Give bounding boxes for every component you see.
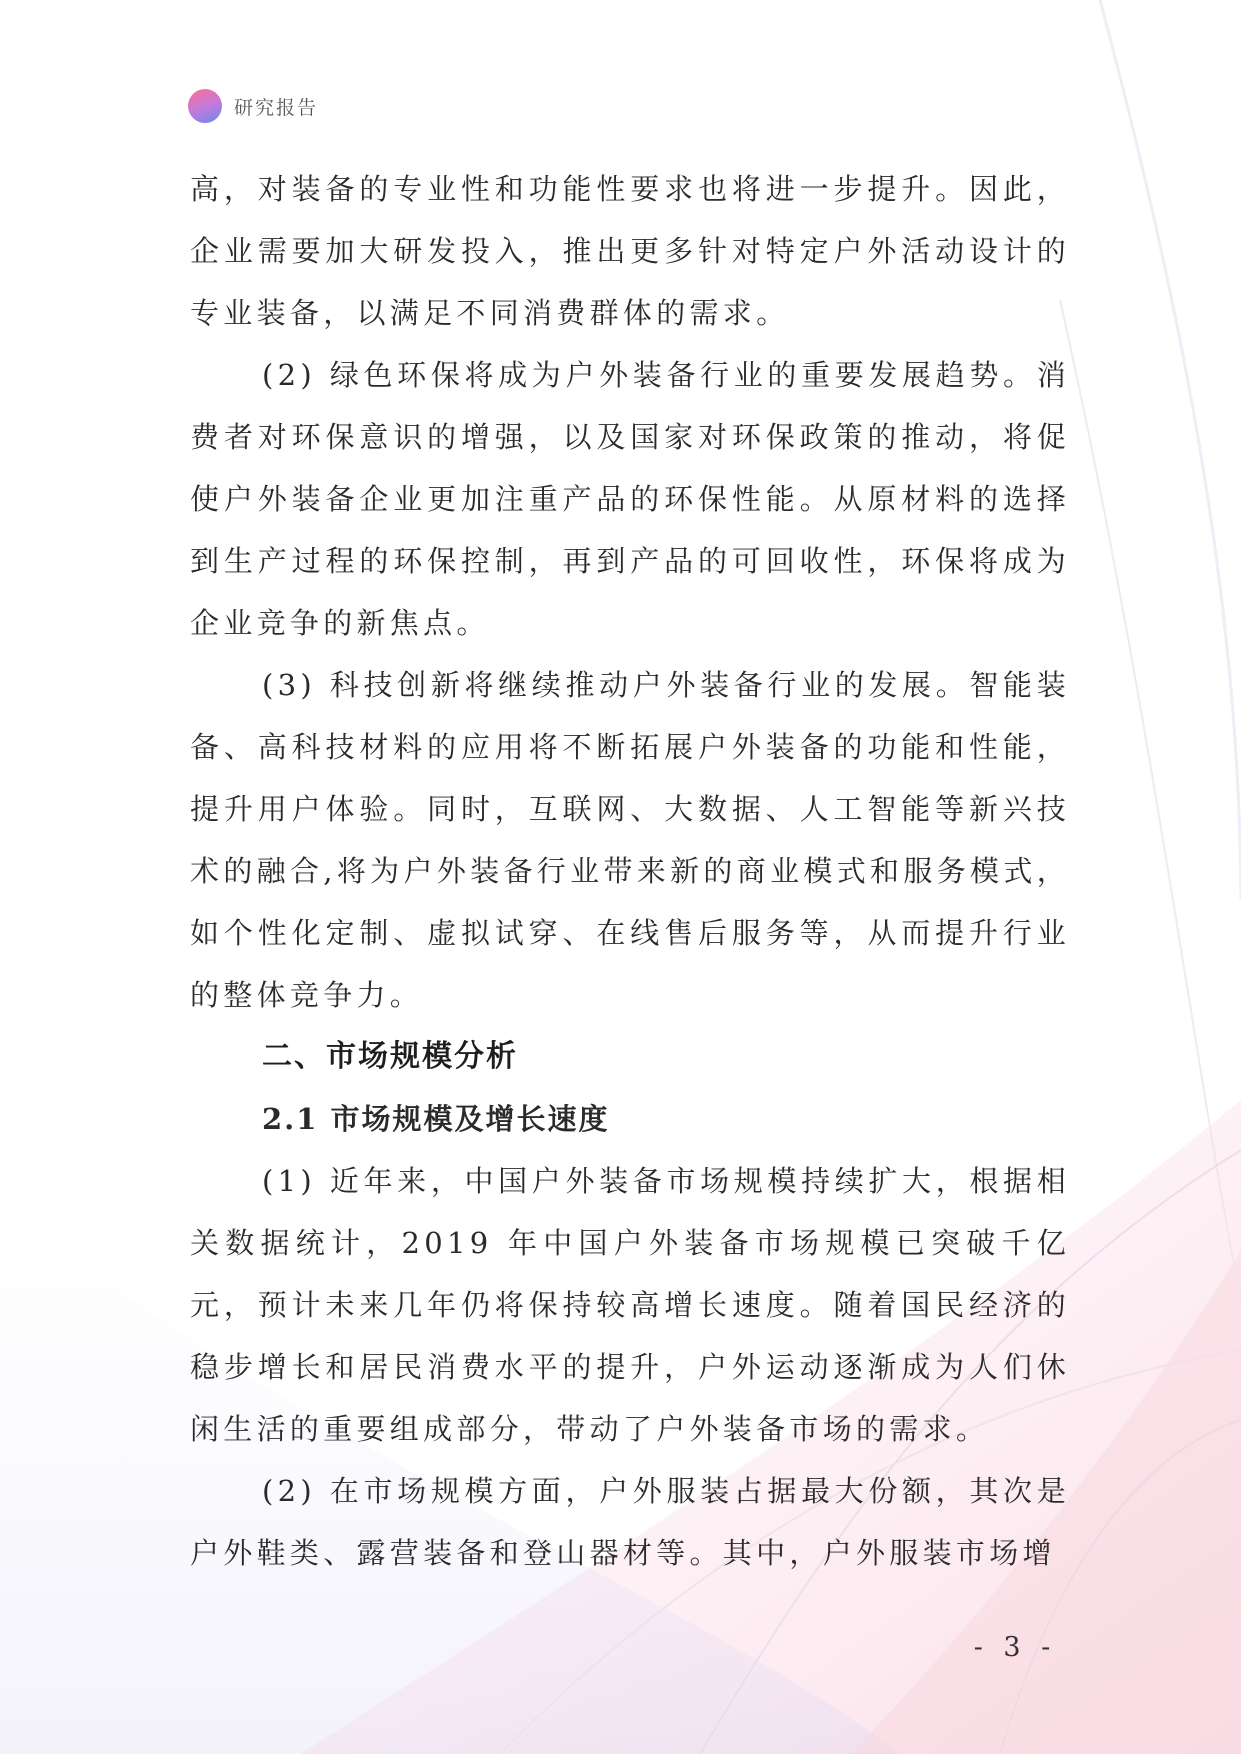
section-heading: 二、市场规模分析 bbox=[262, 1039, 518, 1074]
logo-circle-icon bbox=[188, 89, 222, 123]
paragraph-4: (1) 近年来，中国户外装备市场规模持续扩大，根据相关数据统计，2019 年中国户外装备市场规模已突破千亿元，预计未来几年仍将保持较高增长速度。随着国民经济的稳步增长和居民消费水平的提升，户外运动逐渐成为人们休闲生活的重要组成部分，带动了户外装备市场的需求。 bbox=[190, 1164, 1070, 1446]
paragraph-5: (2) 在市场规模方面，户外服装占据最大份额，其次是户外鞋类、露营装备和登山器材等。其中，户外服装市场增 bbox=[190, 1474, 1070, 1570]
subsection-heading: 2.1 市场规模及增长速度 bbox=[262, 1102, 610, 1136]
paragraph-3: (3) 科技创新将继续推动户外装备行业的发展。智能装备、高科技材料的应用将不断拓展户外装备的功能和性能，提升用户体验。同时，互联网、大数据、人工智能等新兴技术的融合,将为户外装备行业带来新的商业模式和服务模式，如个性化定制、虚拟试穿、在线售后服务等，从而提升行业的整体竞争力。 bbox=[190, 668, 1070, 1012]
report-header bbox=[188, 88, 318, 124]
paragraph-1: 高，对装备的专业性和功能性要求也将进一步提升。因此，企业需要加大研发投入，推出更多针对特定户外活动设计的专业装备，以满足不同消费群体的需求。 bbox=[190, 172, 1070, 330]
paragraph-2: (2) 绿色环保将成为户外装备行业的重要发展趋势。消费者对环保意识的增强，以及国家对环保政策的推动，将促使户外装备企业更加注重产品的环保性能。从原材料的选择到生产过程的环保控制，再到产品的可回收性，环保将成为企业竞争的新焦点。 bbox=[190, 358, 1070, 640]
document-body bbox=[190, 158, 1070, 1584]
page-number: - 3 - bbox=[973, 1632, 1057, 1663]
report-header-title: 研究报告 bbox=[234, 96, 319, 119]
